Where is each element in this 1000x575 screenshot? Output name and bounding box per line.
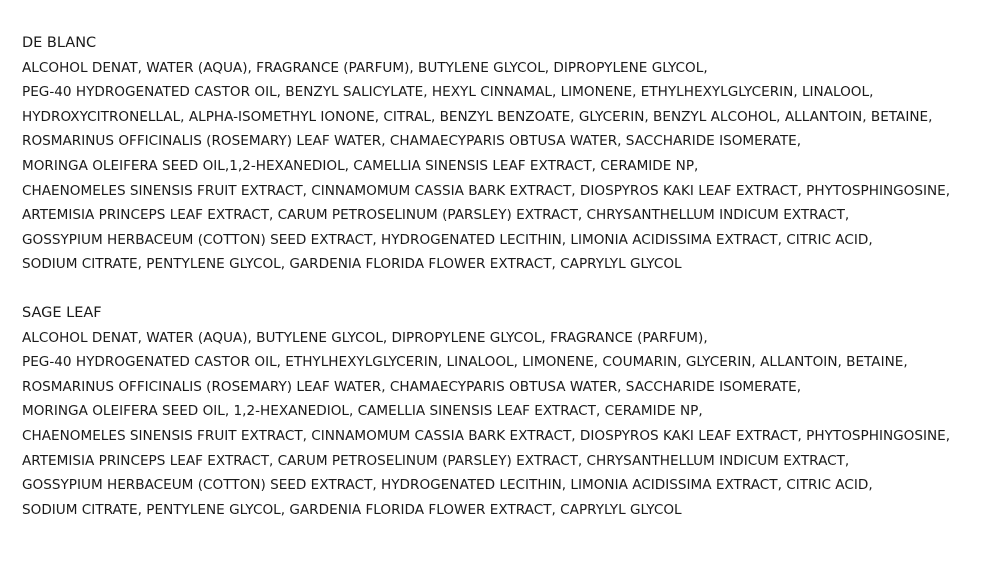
ingredient-line: SODIUM CITRATE, PENTYLENE GLYCOL, GARDENIA FLORIDA FLOWER EXTRACT, CAPRYLYL GLYCOL: [22, 501, 682, 518]
ingredient-line: CHAENOMELES SINENSIS FRUIT EXTRACT, CINNAMOMUM CASSIA BARK EXTRACT, DIOSPYROS KAKI LEAF EXTRACT, PHYTOSPHINGOSINE,: [22, 427, 951, 444]
ingredient-line: MORINGA OLEIFERA SEED OIL, 1,2-HEXANEDIOL, CAMELLIA SINENSIS LEAF EXTRACT, CERAMIDE NP,: [22, 403, 703, 420]
ingredient-line: GOSSYPIUM HERBACEUM (COTTON) SEED EXTRACT, HYDROGENATED LECITHIN, LIMONIA ACIDISSIMA EXTRACT, CITRIC ACID,: [22, 231, 873, 248]
ingredient-line: HYDROXYCITRONELLAL, ALPHA-ISOMETHYL IONONE, CITRAL, BENZYL BENZOATE, GLYCERIN, BENZYL ALCOHOL, ALLANTOIN, BETAINE,: [22, 108, 933, 125]
ingredient-line: SODIUM CITRATE, PENTYLENE GLYCOL, GARDENIA FLORIDA FLOWER EXTRACT, CAPRYLYL GLYCOL: [22, 256, 682, 273]
section-title: DE BLANC: [22, 35, 97, 51]
ingredient-line: MORINGA OLEIFERA SEED OIL,1,2-HEXANEDIOL, CAMELLIA SINENSIS LEAF EXTRACT, CERAMIDE NP,: [22, 157, 699, 174]
ingredients-section-sage-leaf: [22, 301, 994, 522]
ingredient-line: PEG-40 HYDROGENATED CASTOR OIL, BENZYL SALICYLATE, HEXYL CINNAMAL, LIMONENE, ETHYLHEXYLGLYCERIN, LINALOOL,: [22, 84, 874, 101]
ingredients-section-de-blanc: [22, 31, 994, 277]
ingredient-line: ARTEMISIA PRINCEPS LEAF EXTRACT, CARUM PETROSELINUM (PARSLEY) EXTRACT, CHRYSANTHELLUM INDICUM EXTRACT,: [22, 452, 850, 469]
ingredient-line: PEG-40 HYDROGENATED CASTOR OIL, ETHYLHEXYLGLYCERIN, LINALOOL, LIMONENE, COUMARIN, GLYCERIN, ALLANTOIN, BETAINE,: [22, 354, 908, 371]
ingredient-line: GOSSYPIUM HERBACEUM (COTTON) SEED EXTRACT, HYDROGENATED LECITHIN, LIMONIA ACIDISSIMA EXTRACT, CITRIC ACID,: [22, 477, 873, 494]
ingredients-document: [22, 31, 994, 522]
ingredient-line: CHAENOMELES SINENSIS FRUIT EXTRACT, CINNAMOMUM CASSIA BARK EXTRACT, DIOSPYROS KAKI LEAF EXTRACT, PHYTOSPHINGOSINE,: [22, 182, 951, 199]
ingredient-line: ALCOHOL DENAT, WATER (AQUA), FRAGRANCE (PARFUM), BUTYLENE GLYCOL, DIPROPYLENE GLYCOL,: [22, 59, 708, 76]
ingredient-line: ROSMARINUS OFFICINALIS (ROSEMARY) LEAF WATER, CHAMAECYPARIS OBTUSA WATER, SACCHARIDE ISOMERATE,: [22, 378, 802, 395]
section-title: SAGE LEAF: [22, 304, 102, 321]
ingredient-line: ROSMARINUS OFFICINALIS (ROSEMARY) LEAF WATER, CHAMAECYPARIS OBTUSA WATER, SACCHARIDE ISOMERATE,: [22, 133, 802, 150]
ingredient-line: ALCOHOL DENAT, WATER (AQUA), BUTYLENE GLYCOL, DIPROPYLENE GLYCOL, FRAGRANCE (PARFUM),: [22, 329, 708, 346]
ingredient-line: ARTEMISIA PRINCEPS LEAF EXTRACT, CARUM PETROSELINUM (PARSLEY) EXTRACT, CHRYSANTHELLUM INDICUM EXTRACT,: [22, 207, 850, 224]
